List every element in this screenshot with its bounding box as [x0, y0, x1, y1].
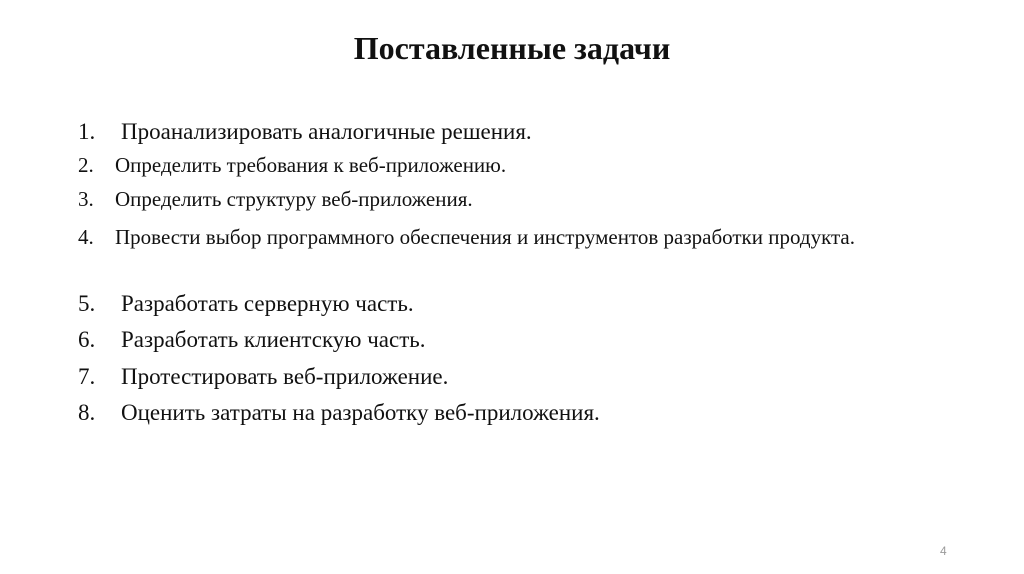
- task-text: Провести выбор программного обеспечения и инструментов разработки продукта.: [115, 225, 855, 249]
- task-number: 4.: [78, 225, 94, 249]
- task-number: 7.: [78, 364, 96, 389]
- task-number: 3.: [78, 187, 94, 211]
- task-item-5: [78, 290, 996, 318]
- task-text: Проанализировать аналогичные решения.: [121, 119, 532, 144]
- task-number: 2.: [78, 153, 94, 177]
- task-text: Определить структуру веб-приложения.: [115, 187, 473, 211]
- task-text: Протестировать веб-приложение.: [121, 364, 449, 389]
- task-text: Оценить затраты на разработку веб-приложения.: [121, 400, 600, 425]
- task-item-7: [78, 363, 996, 391]
- task-number: 6.: [78, 327, 96, 352]
- slide-title: Поставленные задачи: [353, 30, 671, 66]
- task-text: Определить требования к веб-приложению.: [115, 153, 507, 177]
- task-item-1: [78, 118, 996, 146]
- task-number: 8.: [78, 400, 96, 425]
- task-text: Разработать клиентскую часть.: [121, 327, 426, 352]
- task-number: 1.: [78, 119, 96, 144]
- task-item-8: [78, 399, 996, 427]
- task-item-2: [78, 152, 996, 178]
- task-item-3: [78, 186, 996, 212]
- task-number: 5.: [78, 291, 96, 316]
- task-text: Разработать серверную часть.: [121, 291, 414, 316]
- page-number: 4: [940, 544, 947, 558]
- task-item-6: [78, 326, 996, 354]
